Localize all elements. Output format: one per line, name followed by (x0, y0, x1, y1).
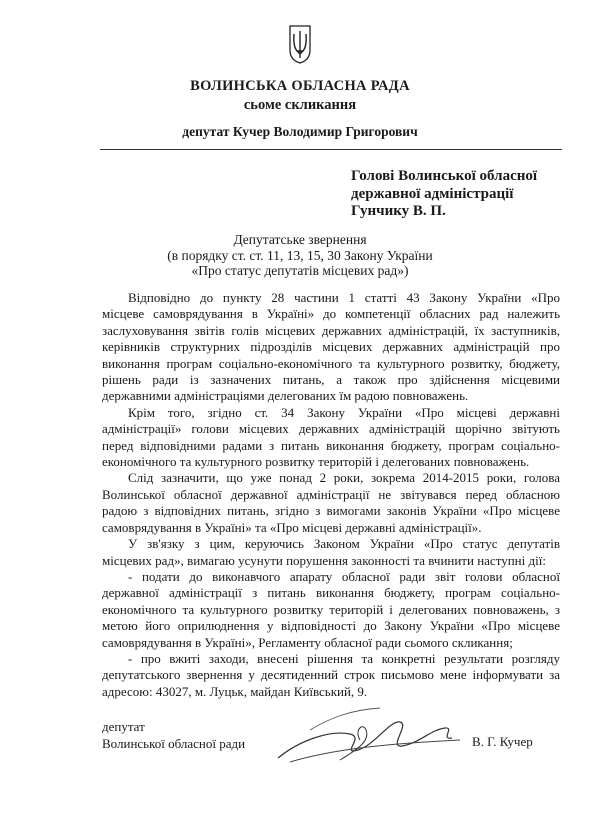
body-line: перед відповідними радами з питань виконання бюджету, програм соціально- (102, 437, 560, 453)
council-name: ВОЛИНСЬКА ОБЛАСНА РАДА (190, 78, 410, 94)
addressee-line: Голові Волинської обласної (351, 168, 538, 184)
body-line: Крім того, згідно ст. 34 Закону України «Про місцеві державні (128, 404, 560, 420)
addressee-block (351, 168, 537, 221)
body-line: адміністрації» голови місцевих державних адміністрацій щорічно звітують (102, 421, 560, 437)
body-line: - про вжиті заходи, внесені рішення та конкретні результати розгляду (128, 650, 560, 666)
subject-line: (в порядку ст. ст. 11, 13, 15, 30 Закону України (167, 247, 433, 263)
appeal-body (102, 290, 560, 700)
signatory-title (102, 718, 245, 752)
body-line: керівників структурних підрозділів місцевих державних адміністрацій про (102, 339, 560, 355)
body-line: виконання програм соціально-економічного та культурного розвитку, бюджету, (102, 355, 560, 371)
body-line: Слід зазначити, що уже понад 2 роки, зокрема 2014-2015 роки, голова (128, 470, 560, 486)
body-line: самоврядування в Україні», Регламенту обласної ради сьомого скликання; (102, 634, 513, 650)
body-line: місцевих рад», вимагаю усунути порушення законності та вчинити наступні дії: (102, 552, 546, 568)
addressee-line: Гунчику В. П. (351, 203, 446, 219)
signatory-title-line: Волинської обласної ради (102, 736, 246, 751)
body-line: Відповідно до пункту 28 частини 1 статті 43 Закону України «Про (128, 290, 560, 305)
handwritten-signature (270, 700, 470, 770)
body-line: заслуховування звітів голів місцевих державних адміністрацій, їх заступників, (102, 322, 560, 338)
body-line: економічного та культурного розвитку територій і делегованих повноважень. (102, 454, 530, 470)
header-divider (100, 149, 562, 150)
body-line: метою його оприлюднення у відповідності до Закону України «Про місцеве (102, 618, 560, 634)
signatory-name: В. Г. Кучер (472, 734, 533, 749)
convocation: сьоме скликання (243, 97, 357, 113)
body-line: радою з відповідних питань, згідно з вимогами законів України «Про місцеве (102, 503, 560, 519)
subject-line: «Про статус депутатів місцевих рад») (191, 263, 409, 278)
body-line: Волинської обласної державної адміністрації не звітувався перед обласною (102, 486, 560, 502)
addressee-line: державної адміністрації (351, 185, 514, 202)
trident-emblem-icon (288, 24, 312, 64)
body-line: самоврядування в Україні» та «Про місцеві державні адміністрації». (102, 519, 482, 535)
body-line: державної адміністрації з питань виконання бюджету, програм соціально- (102, 585, 560, 601)
body-line: державними адміністраціями делегованих їм радою повноважень. (102, 388, 469, 404)
body-line: депутатського звернення у десятиденний строк письмово мене інформувати за (102, 667, 560, 683)
subject-title: Депутатське звернення (233, 232, 367, 247)
deputy-name: депутат Кучер Володимир Григорович (182, 124, 418, 139)
body-line: місцеве самоврядування в Україні» до компетенції обласних рад належить (102, 306, 560, 322)
body-line: - подати до виконавчого апарату обласної ради звіт голови обласної (128, 568, 560, 584)
body-line: У зв'язку з цим, керуючись Законом України «Про статус депутатів (128, 536, 560, 552)
subject-block (0, 232, 600, 279)
body-line: економічного та культурного розвитку територій і делегованих повноважень, з (102, 601, 560, 617)
signatory-title-line: депутат (102, 719, 145, 734)
body-line: адресою: 43027, м. Луцьк, майдан Київський, 9. (102, 683, 368, 699)
body-line: рішень ради із зазначених питань, а також про здійснення місцевими (102, 372, 560, 388)
